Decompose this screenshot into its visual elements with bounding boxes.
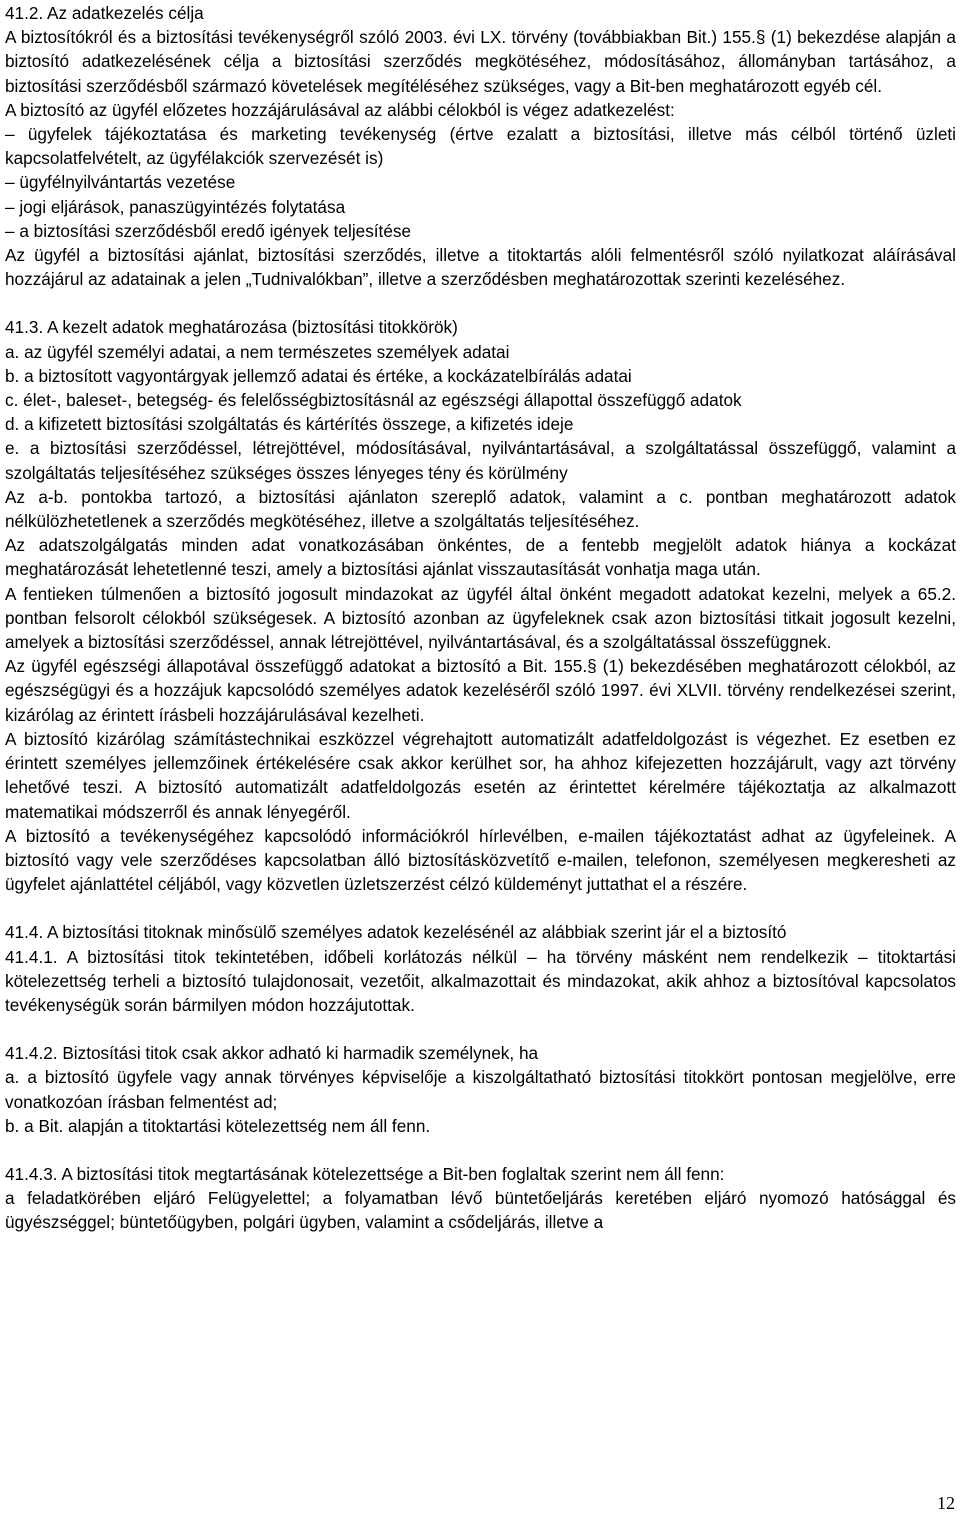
paragraph: Az a-b. pontokba tartozó, a biztosítási ajánlaton szereplő adatok, valamint a c. pontban meghatározott adatok nélkülözhetetlenek a szerződés megkötéséhez, illetve a szolgáltatás teljesítéséhez. bbox=[5, 486, 956, 532]
list-item: b. a biztosított vagyontárgyak jellemző adatai és értéke, a kockázatelbírálás adatai bbox=[5, 365, 632, 386]
paragraph: A biztosító az ügyfél előzetes hozzájárulásával az alábbi célokból is végez adatkezelést: bbox=[5, 99, 675, 120]
paragraph: 41.4.1. A biztosítási titok tekintetében, időbeli korlátozás nélkül – ha törvény másként nem rendelkezik – titoktartási kötelezettség terheli a biztosító tulajdonosait, vezetőit, alkalmazottait és mindazokat, akik ahhoz a biztosítóval kapcsolatos tevékenységük során bármilyen módon hozzájutottak. bbox=[5, 946, 956, 1015]
paragraph: A biztosító a tevékenységéhez kapcsolódó információkról hírlevélben, e-mailen tájékoztatást adhat az ügyfeleinek. A biztosító vagy vele szerződéses kapcsolatban álló biztosításközvetítő e-mailen, telefonon, személyesen megkeresheti az ügyfelet ajánlattétel céljából, vagy közvetlen üzletszerzést célzó küldeményt juttathat el a részére. bbox=[5, 825, 956, 895]
list-item: c. élet-, baleset-, betegség- és felelősségbiztosításnál az egészségi állapottal összefüggő adatok bbox=[5, 390, 742, 411]
paragraph: A fentieken túlmenően a biztosító jogosult mindazokat az ügyfél által önként megadott adatokat kezelni, melyek a 65.2. pontban felsorolt célokból szükségesek. A biztosító azonban az ügyfeleknek csak azon biztosítási titkait jogosult kezelni, amelyek a biztosítási szerződéssel, annak létrejöttével, nyilvántartásával, és a szolgáltatással összefüggnek. bbox=[5, 583, 956, 653]
list-item: – jogi eljárások, panaszügyintézés folytatása bbox=[5, 196, 346, 217]
section-heading: 41.2. Az adatkezelés célja bbox=[5, 3, 204, 23]
document-body bbox=[5, 1, 956, 1235]
list-item: a. az ügyfél személyi adatai, a nem természetes személyek adatai bbox=[5, 341, 510, 362]
list-item: d. a kifizetett biztosítási szolgáltatás és kártérítés összege, a kifizetés ideje bbox=[5, 414, 574, 435]
list-item: e. a biztosítási szerződéssel, létrejöttével, módosításával, nyilvántartásával, a szolgáltatással összefüggő, valamint a szolgáltatás teljesítéséhez szükséges összes lényeges tény és körülmény bbox=[5, 438, 956, 483]
list-item: a. a biztosító ügyfele vagy annak törvényes képviselője a kiszolgáltatható biztosítási titokkört pontosan megjelölve, erre vonatkozóan írásban felmentést ad; bbox=[5, 1067, 956, 1112]
paragraph: Az adatszolgálgatás minden adat vonatkozásában önkéntes, de a fentebb megjelölt adatok hiánya a kockázat meghatározását lehetetlenné teszi, amely a biztosítási ajánlat visszautasítását vonhatja maga után. bbox=[5, 535, 956, 580]
paragraph: Az ügyfél a biztosítási ajánlat, biztosítási szerződés, illetve a titoktartás alóli felmentésről szóló nyilatkozat aláírásával hozzájárul az adatainak a jelen „Tudnivalókban”, illetve a szerződésben meghatározottak szerinti kezeléséhez. bbox=[5, 245, 956, 290]
paragraph: A biztosítókról és a biztosítási tevékenységről szóló 2003. évi LX. törvény (továbbiakban Bit.) 155.§ (1) bekezdése alapján a biztosító adatkezelésének célja a biztosítási szerződés megkötéséhez, módosításához, állományban tartásához, a biztosítási szerződésből származó követelések megítéléséhez szükséges, vagy a Bit-ben meghatározott egyéb cél. bbox=[5, 27, 956, 96]
list-item: – a biztosítási szerződésből eredő igények teljesítése bbox=[5, 220, 412, 241]
page-number: 12 bbox=[937, 1493, 955, 1513]
section-heading: 41.4.3. A biztosítási titok megtartásának kötelezettsége a Bit-ben foglaltak szerint nem áll fenn: bbox=[5, 1163, 725, 1184]
paragraph: Az ügyfél egészségi állapotával összefüggő adatokat a biztosító a Bit. 155.§ (1) bekezdésében meghatározott célokból, az egészségügyi és a hozzájuk kapcsolódó személyes adatok kezeléséről szóló 1997. évi XLVII. törvény rendelkezései szerint, kizárólag az érintett írásbeli hozzájárulásával kezelheti. bbox=[5, 656, 956, 725]
paragraph: A biztosító kizárólag számítástechnikai eszközzel végrehajtott automatizált adatfeldolgozást is végezhet. Ez esetben ez érintett személyes jellemzőinek értékelésére csak akkor kerülhet sor, ha ahhoz kifejezetten hozzájárult, vagy azt törvény lehetővé teszi. A biztosító automatizált adatfeldolgozás esetén az érintettet kérelmére tájékoztatja az alkalmazott matematikai módszerről és annak lényegéről. bbox=[5, 728, 956, 822]
section-heading: 41.4.2. Biztosítási titok csak akkor adható ki harmadik személynek, ha bbox=[5, 1043, 539, 1064]
list-item: b. a Bit. alapján a titoktartási kötelezettség nem áll fenn. bbox=[5, 1115, 431, 1136]
list-item: – ügyfelek tájékoztatása és marketing tevékenység (értve ezalatt a biztosítási, illetve más célból történő üzleti kapcsolatfelvételt, az ügyfélakciók szervezését is) bbox=[5, 124, 956, 169]
list-item: – ügyfélnyilvántartás vezetése bbox=[5, 172, 236, 193]
section-heading: 41.4. A biztosítási titoknak minősülő személyes adatok kezelésénél az alábbiak szerint jár el a biztosító bbox=[5, 922, 787, 943]
section-heading: 41.3. A kezelt adatok meghatározása (biztosítási titokkörök) bbox=[5, 317, 458, 338]
paragraph: a feladatkörében eljáró Felügyelettel; a folyamatban lévő büntetőeljárás keretében eljáró nyomozó hatósággal és ügyészséggel; büntetőügyben, polgári ügyben, valamint a csődeljárás, illetve a bbox=[5, 1188, 956, 1233]
